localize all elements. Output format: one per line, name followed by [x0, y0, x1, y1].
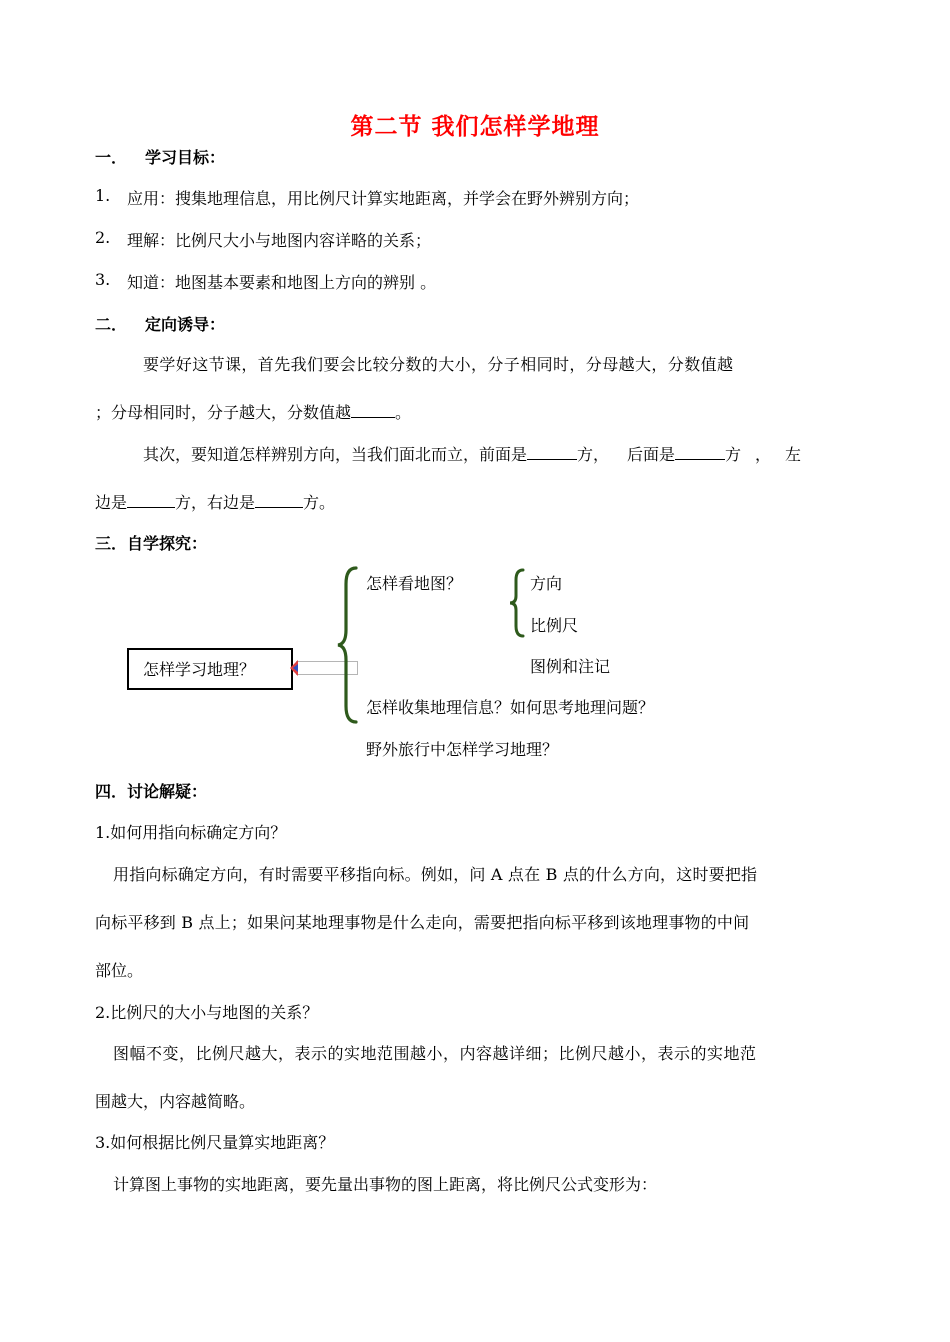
- guide-text: 方，: [577, 445, 610, 464]
- guide-paragraph-2-line-1: [143, 442, 815, 465]
- fill-blank[interactable]: [255, 493, 303, 508]
- fill-blank[interactable]: [127, 493, 175, 508]
- objective-2-text: 理解：比例尺大小与地图内容详略的关系；: [127, 231, 432, 250]
- objective-2-number: 2.: [95, 228, 111, 247]
- answer-1-line-3: 部位。: [95, 961, 144, 980]
- objective-1-number: 1.: [95, 186, 111, 205]
- section2-number: 二．: [95, 315, 128, 334]
- mindmap-branch-collect-info: 怎样收集地理信息？如何思考地理问题？: [366, 698, 655, 717]
- guide-paragraph-1-line-1: 要学好这节课，首先我们要会比较分数的大小，分子相同时，分母越大，分数值越: [143, 355, 734, 374]
- guide-paragraph-1-line-2: [95, 400, 411, 423]
- answer-3-line-1: 计算图上事物的实地距离，要先量出事物的图上距离，将比例尺公式变形为：: [113, 1175, 658, 1194]
- fill-blank[interactable]: [527, 445, 577, 460]
- guide-text: 方，右边是: [175, 493, 256, 512]
- objective-1-text: 应用：搜集地理信息，用比例尺计算实地距离，并学会在野外辨别方向；: [127, 189, 640, 208]
- section2-heading: 定向诱导：: [145, 315, 226, 334]
- guide-text: 其次，要知道怎样辨别方向，当我们面北而立，前面是: [143, 445, 528, 464]
- mindmap-sub-legend: 图例和注记: [530, 657, 611, 676]
- small-brace-icon: [508, 568, 526, 638]
- mindmap-branch-field-trip: 野外旅行中怎样学习地理？: [366, 740, 559, 759]
- objective-3-number: 3.: [95, 270, 111, 289]
- section4-heading: 四．讨论解疑：: [95, 782, 208, 801]
- fill-blank[interactable]: [675, 445, 725, 460]
- answer-1-line-1: 用指向标确定方向，有时需要平移指向标。例如，问 A 点在 B 点的什么方向，这时要把指: [113, 865, 758, 884]
- mindmap-root-box: [127, 648, 293, 690]
- section3-heading: 三．自学探究：: [95, 534, 208, 553]
- section1-heading: 学习目标：: [145, 148, 226, 167]
- connector-arrow-icon: [289, 659, 299, 677]
- page-title: 第二节 我们怎样学地理: [350, 114, 600, 140]
- guide-paragraph-2-line-2: [95, 490, 335, 513]
- guide-text: 方。: [303, 493, 336, 512]
- guide-text: 后面是: [627, 445, 676, 464]
- answer-2-line-1: 图幅不变，比例尺越大，表示的实地范围越小，内容越详细；比例尺越小，表示的实地范: [113, 1044, 757, 1063]
- objective-3-text: 知道：地图基本要素和地图上方向的辨别 。: [127, 273, 437, 292]
- guide-text: 边是: [95, 493, 128, 512]
- question-2: 2.比例尺的大小与地图的关系？: [95, 1003, 319, 1022]
- mindmap-branch-read-map: 怎样看地图？: [366, 574, 463, 593]
- guide-text: ；分母相同时，分子越大，分数值越: [95, 403, 352, 422]
- question-3: 3.如何根据比例尺量算实地距离？: [95, 1133, 335, 1152]
- mindmap-root-label: 怎样学习地理？: [143, 660, 256, 679]
- section1-number: 一．: [95, 148, 128, 167]
- question-1: 1.如何用指向标确定方向？: [95, 823, 287, 842]
- fill-blank[interactable]: [351, 403, 395, 418]
- big-brace-icon: [336, 566, 360, 724]
- guide-text: 。: [395, 403, 412, 422]
- guide-text: 方，左: [725, 445, 816, 464]
- answer-2-line-2: 围越大，内容越简略。: [95, 1092, 256, 1111]
- mindmap-sub-direction: 方向: [530, 574, 563, 593]
- answer-1-line-2: 向标平移到 B 点上；如果问某地理事物是什么走向，需要把指向标平移到该地理事物的中间: [95, 913, 750, 932]
- mindmap-sub-scale: 比例尺: [530, 616, 579, 635]
